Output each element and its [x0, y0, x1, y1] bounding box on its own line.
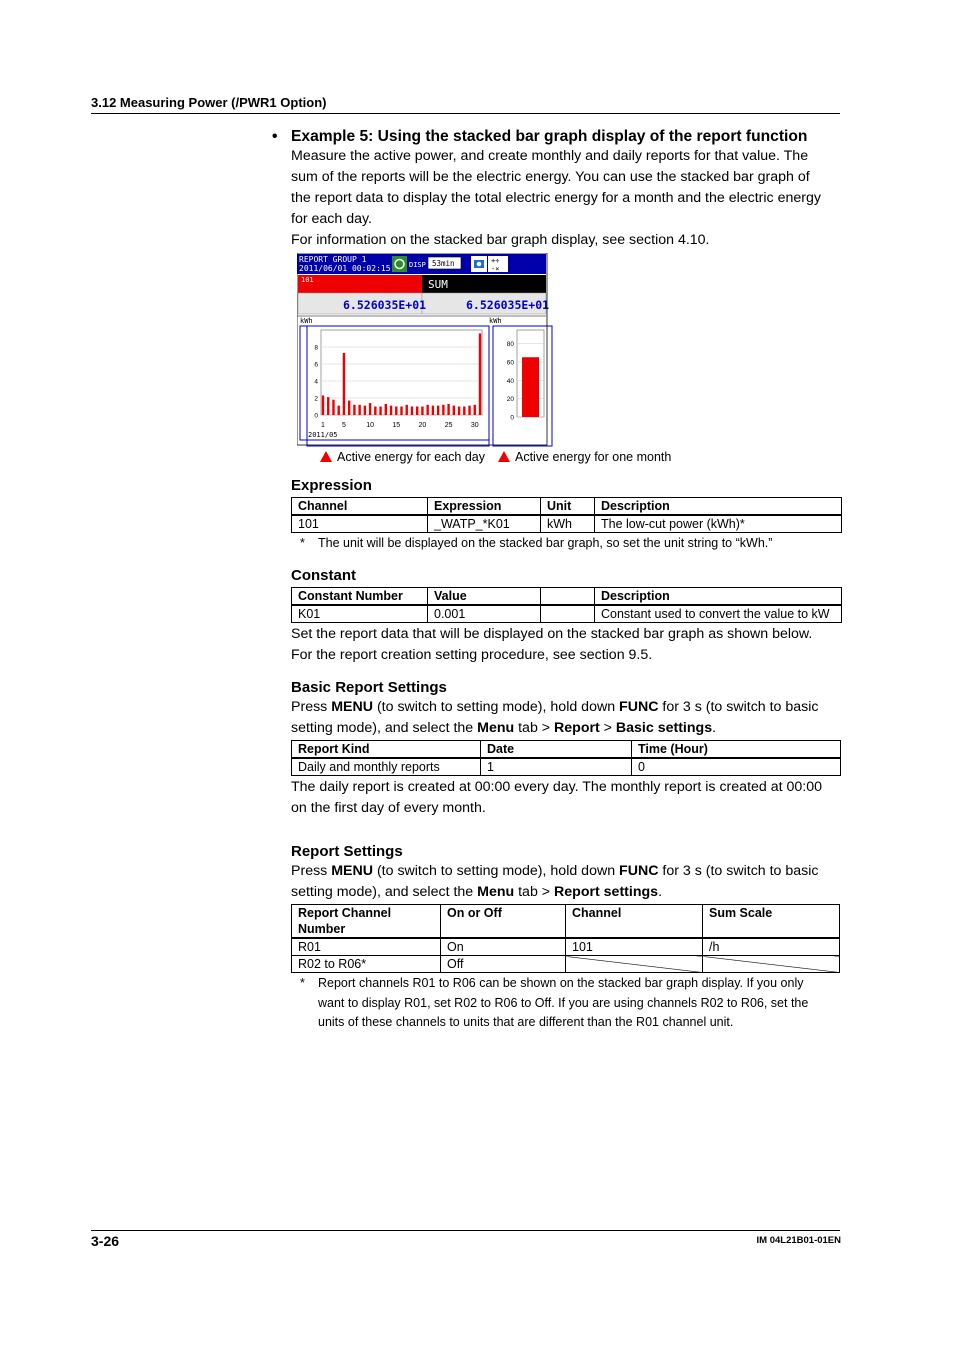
table-row	[292, 515, 842, 533]
column-header: Description	[595, 498, 842, 516]
x-tick-label: 20	[418, 422, 427, 429]
daily-bar	[406, 405, 408, 415]
note-line: want to display R01, set R02 to R06 to Off. If you are using channels R02 to R06, set the	[318, 995, 809, 1010]
basic-settings-heading: Basic Report Settings	[291, 679, 447, 696]
date-label: 2011/05	[308, 431, 338, 439]
triangle-marker-icon	[320, 451, 332, 462]
daily-bar	[364, 406, 366, 415]
channel-tag	[298, 275, 422, 293]
intro-paragraph	[291, 146, 841, 251]
report-label: Report	[554, 720, 600, 736]
y-tick-label: 60	[506, 359, 514, 367]
daily-bar	[442, 405, 444, 415]
column-header: Expression	[428, 498, 541, 516]
column-header	[541, 588, 595, 606]
report-settings-instructions	[291, 861, 841, 903]
report-timing-paragraph	[291, 777, 841, 819]
text: (to switch to setting mode), hold down	[373, 863, 620, 879]
daily-bar	[332, 400, 334, 415]
example-title: Example 5: Using the stacked bar graph display of the report function	[291, 128, 808, 145]
note-line: Report channels R01 to R06 can be shown on the stacked bar graph display. If you only	[318, 976, 804, 990]
daily-bar	[421, 407, 423, 416]
table-cell: 0.001	[428, 605, 541, 623]
table-cell: /h	[703, 938, 840, 956]
note-line: units of these channels to units that are different than the R01 channel unit.	[318, 1015, 734, 1029]
datetime: 2011/06/01 00:02:15	[299, 264, 391, 273]
table-cell: 101	[566, 938, 703, 956]
daily-bar	[374, 407, 376, 416]
x-tick-label: 1	[321, 422, 325, 429]
intro-line: sum of the reports will be the electric energy. You can use the stacked bar graph of	[291, 169, 810, 185]
text: (to switch to setting mode), hold down	[373, 699, 620, 715]
menu-key-label: MENU	[331, 863, 373, 879]
daily-bar	[463, 407, 465, 416]
menu-key-label: MENU	[331, 699, 373, 715]
daily-bar	[411, 407, 413, 416]
table-header-row	[292, 588, 842, 606]
channel-number: 101	[301, 276, 314, 284]
y-tick-label: 4	[314, 378, 318, 386]
daily-bar	[432, 406, 434, 415]
column-header	[292, 905, 441, 939]
table-header-row	[292, 741, 841, 759]
daily-bar	[385, 404, 387, 415]
report-settings-table	[291, 904, 840, 973]
interval-label: 53min	[432, 259, 455, 268]
daily-bar	[369, 403, 371, 415]
text: for 3 s (to switch to basic	[658, 699, 819, 715]
table-row	[292, 938, 840, 956]
svg-text:+÷: +÷	[491, 257, 500, 265]
footer-rule	[91, 1230, 840, 1231]
daily-bar	[479, 333, 481, 415]
y-tick-label: 80	[506, 341, 514, 349]
daily-bar	[453, 406, 455, 415]
header-line: Number	[298, 922, 346, 936]
svg-text:-×: -×	[491, 265, 500, 273]
report-settings-label: Report settings	[554, 884, 659, 900]
monthly-bar	[522, 357, 539, 417]
column-header: Value	[428, 588, 541, 606]
daily-bar	[358, 405, 360, 415]
table-cell: On	[441, 938, 566, 956]
legend-monthly-label: Active energy for one month	[515, 450, 672, 464]
daily-bar	[390, 406, 392, 415]
page-number: 3-26	[91, 1233, 120, 1249]
stacked-bar-reference: For information on the stacked bar graph display, see section 4.10.	[291, 232, 710, 248]
unit-left: kWh	[300, 317, 313, 325]
column-header: Time (Hour)	[632, 741, 841, 759]
text: setting mode), and select the	[291, 884, 478, 900]
monthly-energy-chart	[507, 330, 544, 422]
text: tab >	[514, 884, 555, 900]
text: .	[712, 720, 717, 736]
basic-settings-instructions	[291, 697, 841, 739]
text: setting mode), and select the	[291, 720, 478, 736]
constant-heading: Constant	[291, 567, 356, 584]
daily-bar	[458, 407, 460, 416]
table-cell: Off	[441, 956, 566, 973]
text-line: For the report creation setting procedure, see section 9.5.	[291, 647, 653, 663]
table-cell: 0	[632, 758, 841, 776]
menu-tab-label: Menu	[477, 884, 515, 900]
y-tick-label: 40	[506, 377, 514, 385]
header-rule	[91, 113, 840, 114]
x-tick-label: 5	[341, 422, 346, 429]
table-row	[292, 956, 840, 973]
daily-bar	[447, 404, 449, 415]
menu-tab-label: Menu	[477, 720, 515, 736]
table-cell	[541, 605, 595, 623]
report-note	[318, 974, 843, 1033]
table-row	[292, 605, 842, 623]
document-id: IM 04L21B01-01EN	[756, 1235, 841, 1246]
table-cell: 1	[481, 758, 632, 776]
text: for 3 s (to switch to basic	[658, 863, 819, 879]
y-tick-label: 2	[314, 395, 318, 403]
daily-bar	[322, 395, 324, 415]
column-header: Description	[595, 588, 842, 606]
table-cell: kWh	[541, 515, 595, 533]
report-data-paragraph	[291, 624, 841, 666]
daily-bar	[395, 407, 397, 416]
daily-bar	[400, 407, 402, 416]
column-header: On or Off	[441, 905, 566, 939]
text-line: Set the report data that will be displayed on the stacked bar graph as shown below.	[291, 626, 813, 642]
table-header-row	[292, 905, 840, 939]
not-applicable-cell	[703, 956, 840, 973]
note-mark: *	[300, 536, 305, 550]
basic-settings-table	[291, 740, 841, 776]
y-tick-label: 6	[314, 361, 318, 369]
table-row	[292, 758, 841, 776]
expression-note: The unit will be displayed on the stacked bar graph, so set the unit string to “kWh.”	[318, 536, 773, 550]
y-tick-label: 8	[314, 344, 318, 352]
column-header: Sum Scale	[703, 905, 840, 939]
column-header: Unit	[541, 498, 595, 516]
daily-bar	[474, 405, 476, 415]
note-mark: *	[300, 976, 305, 990]
y-tick-label: 0	[314, 412, 318, 420]
daily-bar	[426, 405, 428, 415]
plot-area	[321, 330, 482, 415]
table-cell: R01	[292, 938, 441, 956]
column-header: Date	[481, 741, 632, 759]
legend-monthly	[498, 450, 671, 464]
table-cell: Constant used to convert the value to kW	[595, 605, 842, 623]
table-cell: _WATP_*K01	[428, 515, 541, 533]
column-header: Channel	[292, 498, 428, 516]
section-header: 3.12 Measuring Power (/PWR1 Option)	[91, 95, 327, 110]
table-cell: R02 to R06*	[292, 956, 441, 973]
expression-heading: Expression	[291, 477, 372, 494]
text: Press	[291, 863, 332, 879]
daily-bar	[343, 353, 345, 415]
header-line: Report Channel	[298, 906, 392, 920]
recorder-screen	[297, 253, 555, 448]
basic-settings-label: Basic settings	[615, 720, 713, 736]
table-cell: K01	[292, 605, 428, 623]
text-line: on the first day of every month.	[291, 800, 486, 816]
daily-bar	[327, 397, 329, 415]
func-key-label: FUNC	[619, 863, 659, 879]
value-left: 6.526035E+01	[343, 298, 427, 312]
text: Press	[291, 699, 332, 715]
table-header-row	[292, 498, 842, 516]
disp-label: DISP	[409, 261, 426, 269]
bullet: •	[272, 128, 278, 145]
report-settings-heading: Report Settings	[291, 843, 403, 860]
y-tick-label: 0	[510, 414, 514, 422]
daily-bar	[348, 401, 350, 415]
table-cell: 101	[292, 515, 428, 533]
triangle-marker-icon	[498, 451, 510, 462]
x-tick-label: 30	[470, 422, 479, 429]
text-line: The daily report is created at 00:00 every day. The monthly report is created at 00:00	[291, 779, 823, 795]
x-tick-label: 15	[392, 422, 401, 429]
unit-right: kWh	[489, 317, 502, 325]
x-tick-label: 25	[444, 422, 453, 429]
expression-table	[291, 497, 842, 533]
constant-table	[291, 587, 842, 623]
daily-bar	[353, 405, 355, 415]
not-applicable-cell	[566, 956, 703, 973]
func-key-label: FUNC	[619, 699, 659, 715]
text: .	[658, 884, 663, 900]
legend-daily	[320, 450, 485, 464]
value-right: 6.526035E+01	[466, 298, 550, 312]
column-header: Constant Number	[292, 588, 428, 606]
intro-line: Measure the active power, and create monthly and daily reports for that value. The	[291, 148, 809, 164]
intro-line: for each day.	[291, 211, 372, 227]
daily-bar	[338, 406, 340, 415]
x-tick-label: 10	[366, 422, 374, 429]
y-tick-label: 20	[506, 396, 514, 404]
daily-energy-chart	[314, 330, 482, 429]
daily-bar	[379, 407, 381, 416]
daily-bar	[468, 406, 470, 415]
group-label: REPORT GROUP 1	[299, 255, 367, 264]
table-cell: The low-cut power (kWh)*	[595, 515, 842, 533]
column-header: Report Kind	[292, 741, 481, 759]
daily-bar	[437, 406, 439, 415]
table-cell: Daily and monthly reports	[292, 758, 481, 776]
legend-daily-label: Active energy for each day	[337, 450, 485, 464]
sum-label: SUM	[428, 278, 448, 291]
text: tab >	[514, 720, 555, 736]
intro-line: the report data to display the total electric energy for a month and the electric energy	[291, 190, 821, 206]
text: >	[599, 720, 616, 736]
daily-bar	[416, 407, 418, 416]
column-header: Channel	[566, 905, 703, 939]
